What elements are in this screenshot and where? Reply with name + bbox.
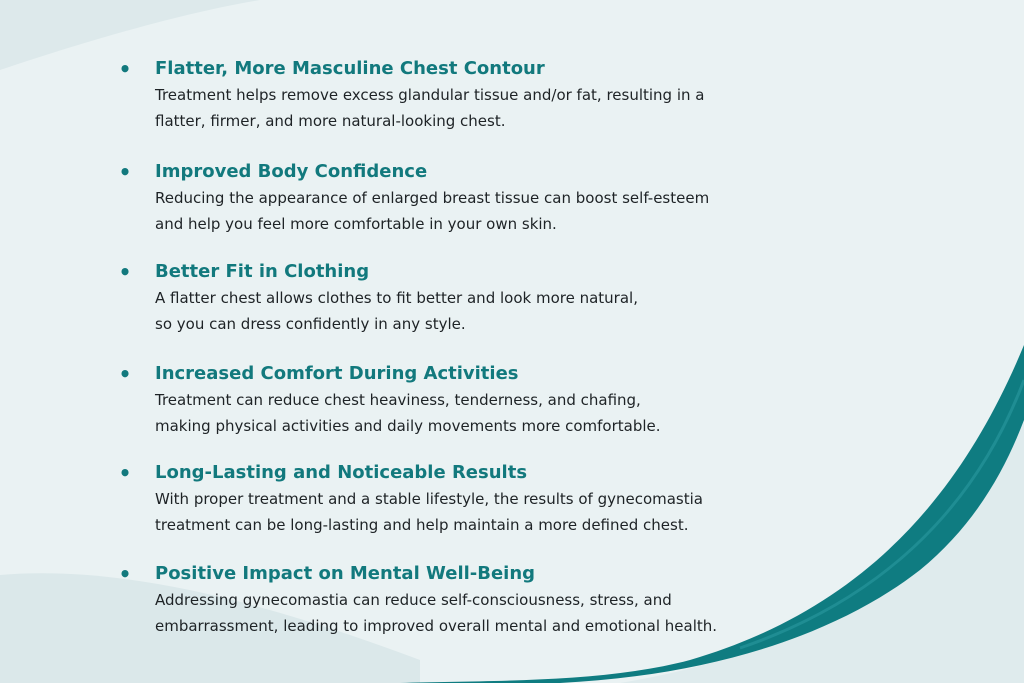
bullet-dot-icon: • <box>118 260 132 284</box>
bullet-dot-icon: • <box>118 160 132 184</box>
benefit-description-line: so you can dress confidently in any style. <box>155 314 466 333</box>
benefit-title: Long-Lasting and Noticeable Results <box>155 462 528 483</box>
benefit-description-line: flatter, firmer, and more natural-looking chest. <box>155 111 506 130</box>
bullet-dot-icon: • <box>118 362 132 386</box>
benefit-description-line: and help you feel more comfortable in your own skin. <box>155 214 557 233</box>
benefit-description-line: Addressing gynecomastia can reduce self-consciousness, stress, and <box>155 591 672 609</box>
benefit-description-line: treatment can be long-lasting and help maintain a more defined chest. <box>155 515 689 534</box>
benefit-description-line: making physical activities and daily movements more comfortable. <box>155 416 661 435</box>
benefit-title: Improved Body Confidence <box>155 161 428 182</box>
benefit-title: Increased Comfort During Activities <box>155 363 519 384</box>
bullet-dot-icon: • <box>118 562 132 586</box>
benefit-description <box>155 388 755 439</box>
benefit-description-line: embarrassment, leading to improved overall mental and emotional health. <box>155 616 718 635</box>
benefit-description <box>155 186 755 237</box>
benefit-title: Flatter, More Masculine Chest Contour <box>155 58 545 79</box>
benefit-description <box>155 286 755 337</box>
benefit-description-line: Treatment can reduce chest heaviness, tenderness, and chafing, <box>155 391 641 409</box>
benefit-title: Positive Impact on Mental Well-Being <box>155 563 536 584</box>
bullet-dot-icon: • <box>118 57 132 81</box>
benefit-description <box>155 588 755 639</box>
benefit-description <box>155 487 755 538</box>
benefit-description-line: A flatter chest allows clothes to fit better and look more natural, <box>155 289 638 307</box>
bullet-dot-icon: • <box>118 461 132 485</box>
benefit-description-line: Treatment helps remove excess glandular tissue and/or fat, resulting in a <box>155 86 705 104</box>
benefit-description-line: With proper treatment and a stable lifestyle, the results of gynecomastia <box>155 490 703 508</box>
benefit-description <box>155 83 755 134</box>
benefit-title: Better Fit in Clothing <box>155 261 370 282</box>
benefit-description-line: Reducing the appearance of enlarged breast tissue can boost self-esteem <box>155 189 710 207</box>
